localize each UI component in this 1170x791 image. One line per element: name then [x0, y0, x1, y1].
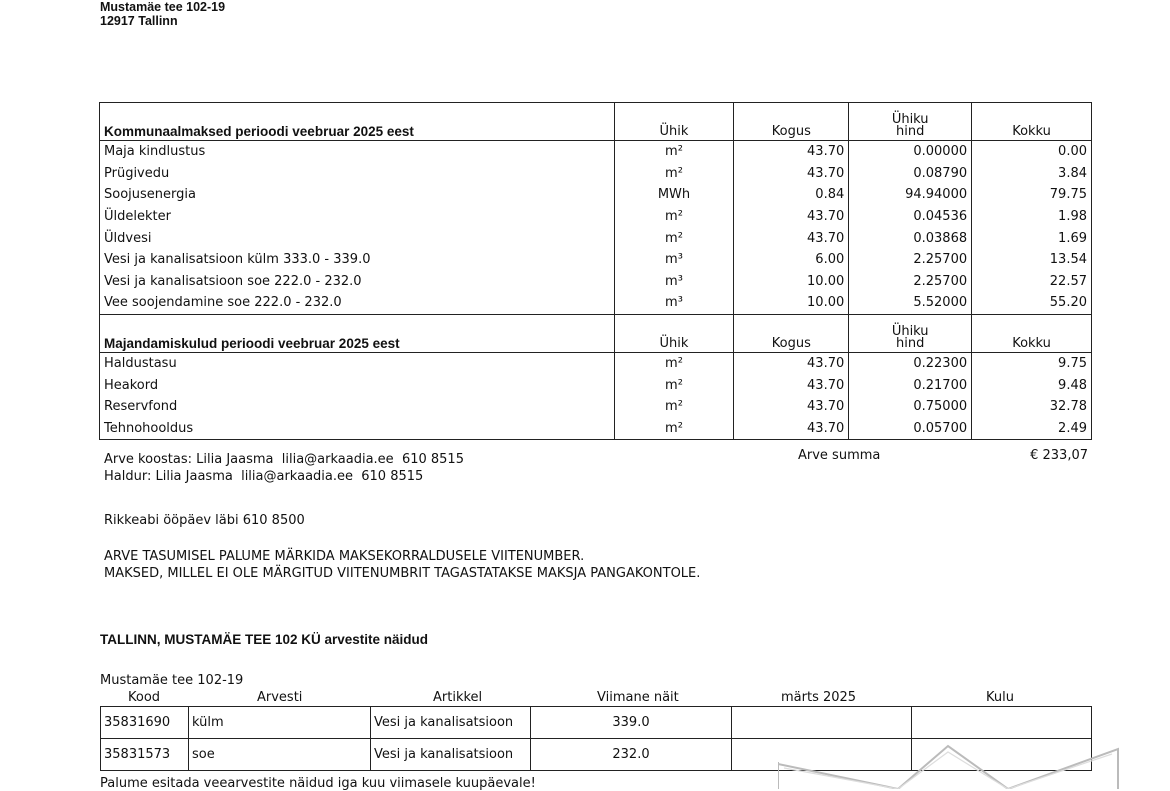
management-row-description: Reservfond	[100, 396, 615, 418]
utility-row-quantity: 6.00	[734, 249, 849, 271]
invoice-total-value: € 233,07	[1030, 448, 1088, 463]
utility-row	[100, 227, 1092, 249]
col-qty: Kogus	[734, 103, 849, 141]
utility-row-description: Üldvesi	[100, 227, 615, 249]
manager: Haldur: Lilia Jaasma lilia@arkaadia.ee 610 8515	[104, 469, 424, 484]
utility-row	[100, 271, 1092, 293]
address-block	[100, 0, 250, 34]
management-header-row	[100, 314, 1092, 352]
col-total: Kokku	[972, 314, 1092, 352]
utility-row-unit: m²	[614, 206, 734, 228]
meter-article: Vesi ja kanalisatsioon	[371, 739, 531, 771]
utility-row	[100, 163, 1092, 185]
col-unit-price: Ühiku hind	[849, 103, 972, 141]
meter-last-reading: 232.0	[531, 739, 732, 771]
meter-article: Vesi ja kanalisatsioon	[371, 707, 531, 739]
utility-row-total: 13.54	[972, 249, 1092, 271]
management-row	[100, 396, 1092, 418]
management-row-description: Heakord	[100, 374, 615, 396]
utility-row-unit: MWh	[614, 184, 734, 206]
management-section-title: Majandamiskulud perioodi veebruar 2025 eest	[100, 314, 615, 352]
meters-apartment: Mustamäe tee 102-19	[100, 673, 244, 688]
utility-row	[100, 184, 1092, 206]
meter-type: külm	[189, 707, 371, 739]
management-row	[100, 374, 1092, 396]
management-row-total: 32.78	[972, 396, 1092, 418]
col-unit: Ühik	[614, 314, 734, 352]
utilities-section-title: Kommunaalmaksed perioodi veebruar 2025 eest	[100, 103, 615, 141]
address-line-2: 12917 Tallinn	[100, 14, 178, 28]
utility-row-unit-price: 2.25700	[849, 271, 972, 293]
utility-row-total: 79.75	[972, 184, 1092, 206]
utility-row	[100, 206, 1092, 228]
col-unit-price-bottom: hind	[896, 335, 925, 351]
charges-table	[99, 102, 1092, 440]
utility-row-unit: m²	[614, 227, 734, 249]
utility-row-description: Vesi ja kanalisatsioon soe 222.0 - 232.0	[100, 271, 615, 293]
utility-row-quantity: 43.70	[734, 227, 849, 249]
management-row-unit: m²	[614, 396, 734, 418]
utility-row	[100, 141, 1092, 163]
management-row-unit: m²	[614, 418, 734, 440]
utility-row	[100, 292, 1092, 314]
invoice-total-label: Arve summa	[798, 448, 881, 463]
utilities-header-row	[100, 103, 1092, 141]
utility-row-description: Vee soojendamine soe 222.0 - 232.0	[100, 292, 615, 314]
col-unit-price	[849, 314, 972, 352]
utility-row-total: 1.98	[972, 206, 1092, 228]
address-line-1: Mustamäe tee 102-19	[100, 0, 226, 14]
utility-row-unit: m³	[614, 249, 734, 271]
compiled-by: Arve koostas: Lilia Jaasma lilia@arkaadia.ee 610 8515	[104, 452, 464, 467]
utility-row-description: Prügivedu	[100, 163, 615, 185]
utility-row-quantity: 43.70	[734, 206, 849, 228]
utility-row-description: Soojusenergia	[100, 184, 615, 206]
management-row-unit: m²	[614, 374, 734, 396]
utility-row-unit-price: 94.94000	[849, 184, 972, 206]
utility-row-total: 0.00	[972, 141, 1092, 163]
meter-col-month: märts 2025	[781, 690, 857, 705]
meter-row	[101, 707, 1092, 739]
management-row-unit-price: 0.22300	[849, 352, 972, 374]
meters-footer-note: Palume esitada veearvestite näidud iga kuu viimasele kuupäevale!	[100, 776, 536, 791]
utility-row-unit-price: 2.25700	[849, 249, 972, 271]
col-total: Kokku	[972, 103, 1092, 141]
management-row-description: Tehnohooldus	[100, 418, 615, 440]
meters-title: TALLINN, MUSTAMÄE TEE 102 KÜ arvestite näidud	[100, 632, 429, 647]
management-row	[100, 352, 1092, 374]
management-row-description: Haldustasu	[100, 352, 615, 374]
utility-row-unit-price: 0.08790	[849, 163, 972, 185]
utility-row-unit: m³	[614, 271, 734, 293]
utility-row-total: 22.57	[972, 271, 1092, 293]
col-qty: Kogus	[734, 314, 849, 352]
meter-col-last: Viimane näit	[597, 690, 679, 705]
contacts-block	[104, 451, 464, 485]
management-row-quantity: 43.70	[734, 418, 849, 440]
meter-code: 35831573	[101, 739, 189, 771]
meter-type: soe	[189, 739, 371, 771]
management-row-total: 9.75	[972, 352, 1092, 374]
stamp-outline	[778, 744, 1123, 789]
utility-row-unit-price: 0.03868	[849, 227, 972, 249]
utility-row-total: 55.20	[972, 292, 1092, 314]
meter-code: 35831690	[101, 707, 189, 739]
utility-row-quantity: 0.84	[734, 184, 849, 206]
notice-line-2: MAKSED, MILLEL EI OLE MÄRGITUD VIITENUMBRIT TAGASTATAKSE MAKSJA PANGAKONTOLE.	[104, 566, 701, 581]
management-row-unit-price: 0.05700	[849, 418, 972, 440]
meter-col-code: Kood	[128, 690, 161, 705]
management-row-unit: m²	[614, 352, 734, 374]
management-row-unit-price: 0.21700	[849, 374, 972, 396]
utility-row-unit-price: 0.00000	[849, 141, 972, 163]
utility-row	[100, 249, 1092, 271]
management-row-quantity: 43.70	[734, 396, 849, 418]
meter-month-reading[interactable]	[732, 707, 912, 739]
utility-row-total: 1.69	[972, 227, 1092, 249]
utility-row-description: Üldelekter	[100, 206, 615, 228]
utility-row-quantity: 43.70	[734, 163, 849, 185]
emergency-line: Rikkeabi ööpäev läbi 610 8500	[104, 513, 305, 528]
utility-row-unit-price: 5.52000	[849, 292, 972, 314]
meter-col-meter: Arvesti	[257, 690, 303, 705]
management-row-unit-price: 0.75000	[849, 396, 972, 418]
payment-notice	[104, 548, 700, 582]
management-row-quantity: 43.70	[734, 352, 849, 374]
col-unit: Ühik	[614, 103, 734, 141]
utility-row-description: Vesi ja kanalisatsioon külm 333.0 - 339.0	[100, 249, 615, 271]
meter-col-usage: Kulu	[986, 690, 1014, 705]
utility-row-unit: m³	[614, 292, 734, 314]
management-row	[100, 418, 1092, 440]
utility-row-unit-price: 0.04536	[849, 206, 972, 228]
col-unit-price-top: Ühiku	[891, 323, 929, 339]
utility-row-quantity: 10.00	[734, 292, 849, 314]
utility-row-total: 3.84	[972, 163, 1092, 185]
meter-last-reading: 339.0	[531, 707, 732, 739]
utility-row-quantity: 10.00	[734, 271, 849, 293]
utility-row-unit: m²	[614, 141, 734, 163]
management-row-total: 9.48	[972, 374, 1092, 396]
management-row-total: 2.49	[972, 418, 1092, 440]
meter-usage	[912, 707, 1092, 739]
notice-line-1: ARVE TASUMISEL PALUME MÄRKIDA MAKSEKORRALDUSELE VIITENUMBER.	[104, 549, 585, 564]
utility-row-quantity: 43.70	[734, 141, 849, 163]
utility-row-description: Maja kindlustus	[100, 141, 615, 163]
management-row-quantity: 43.70	[734, 374, 849, 396]
meter-col-article: Artikkel	[433, 690, 483, 705]
utility-row-unit: m²	[614, 163, 734, 185]
